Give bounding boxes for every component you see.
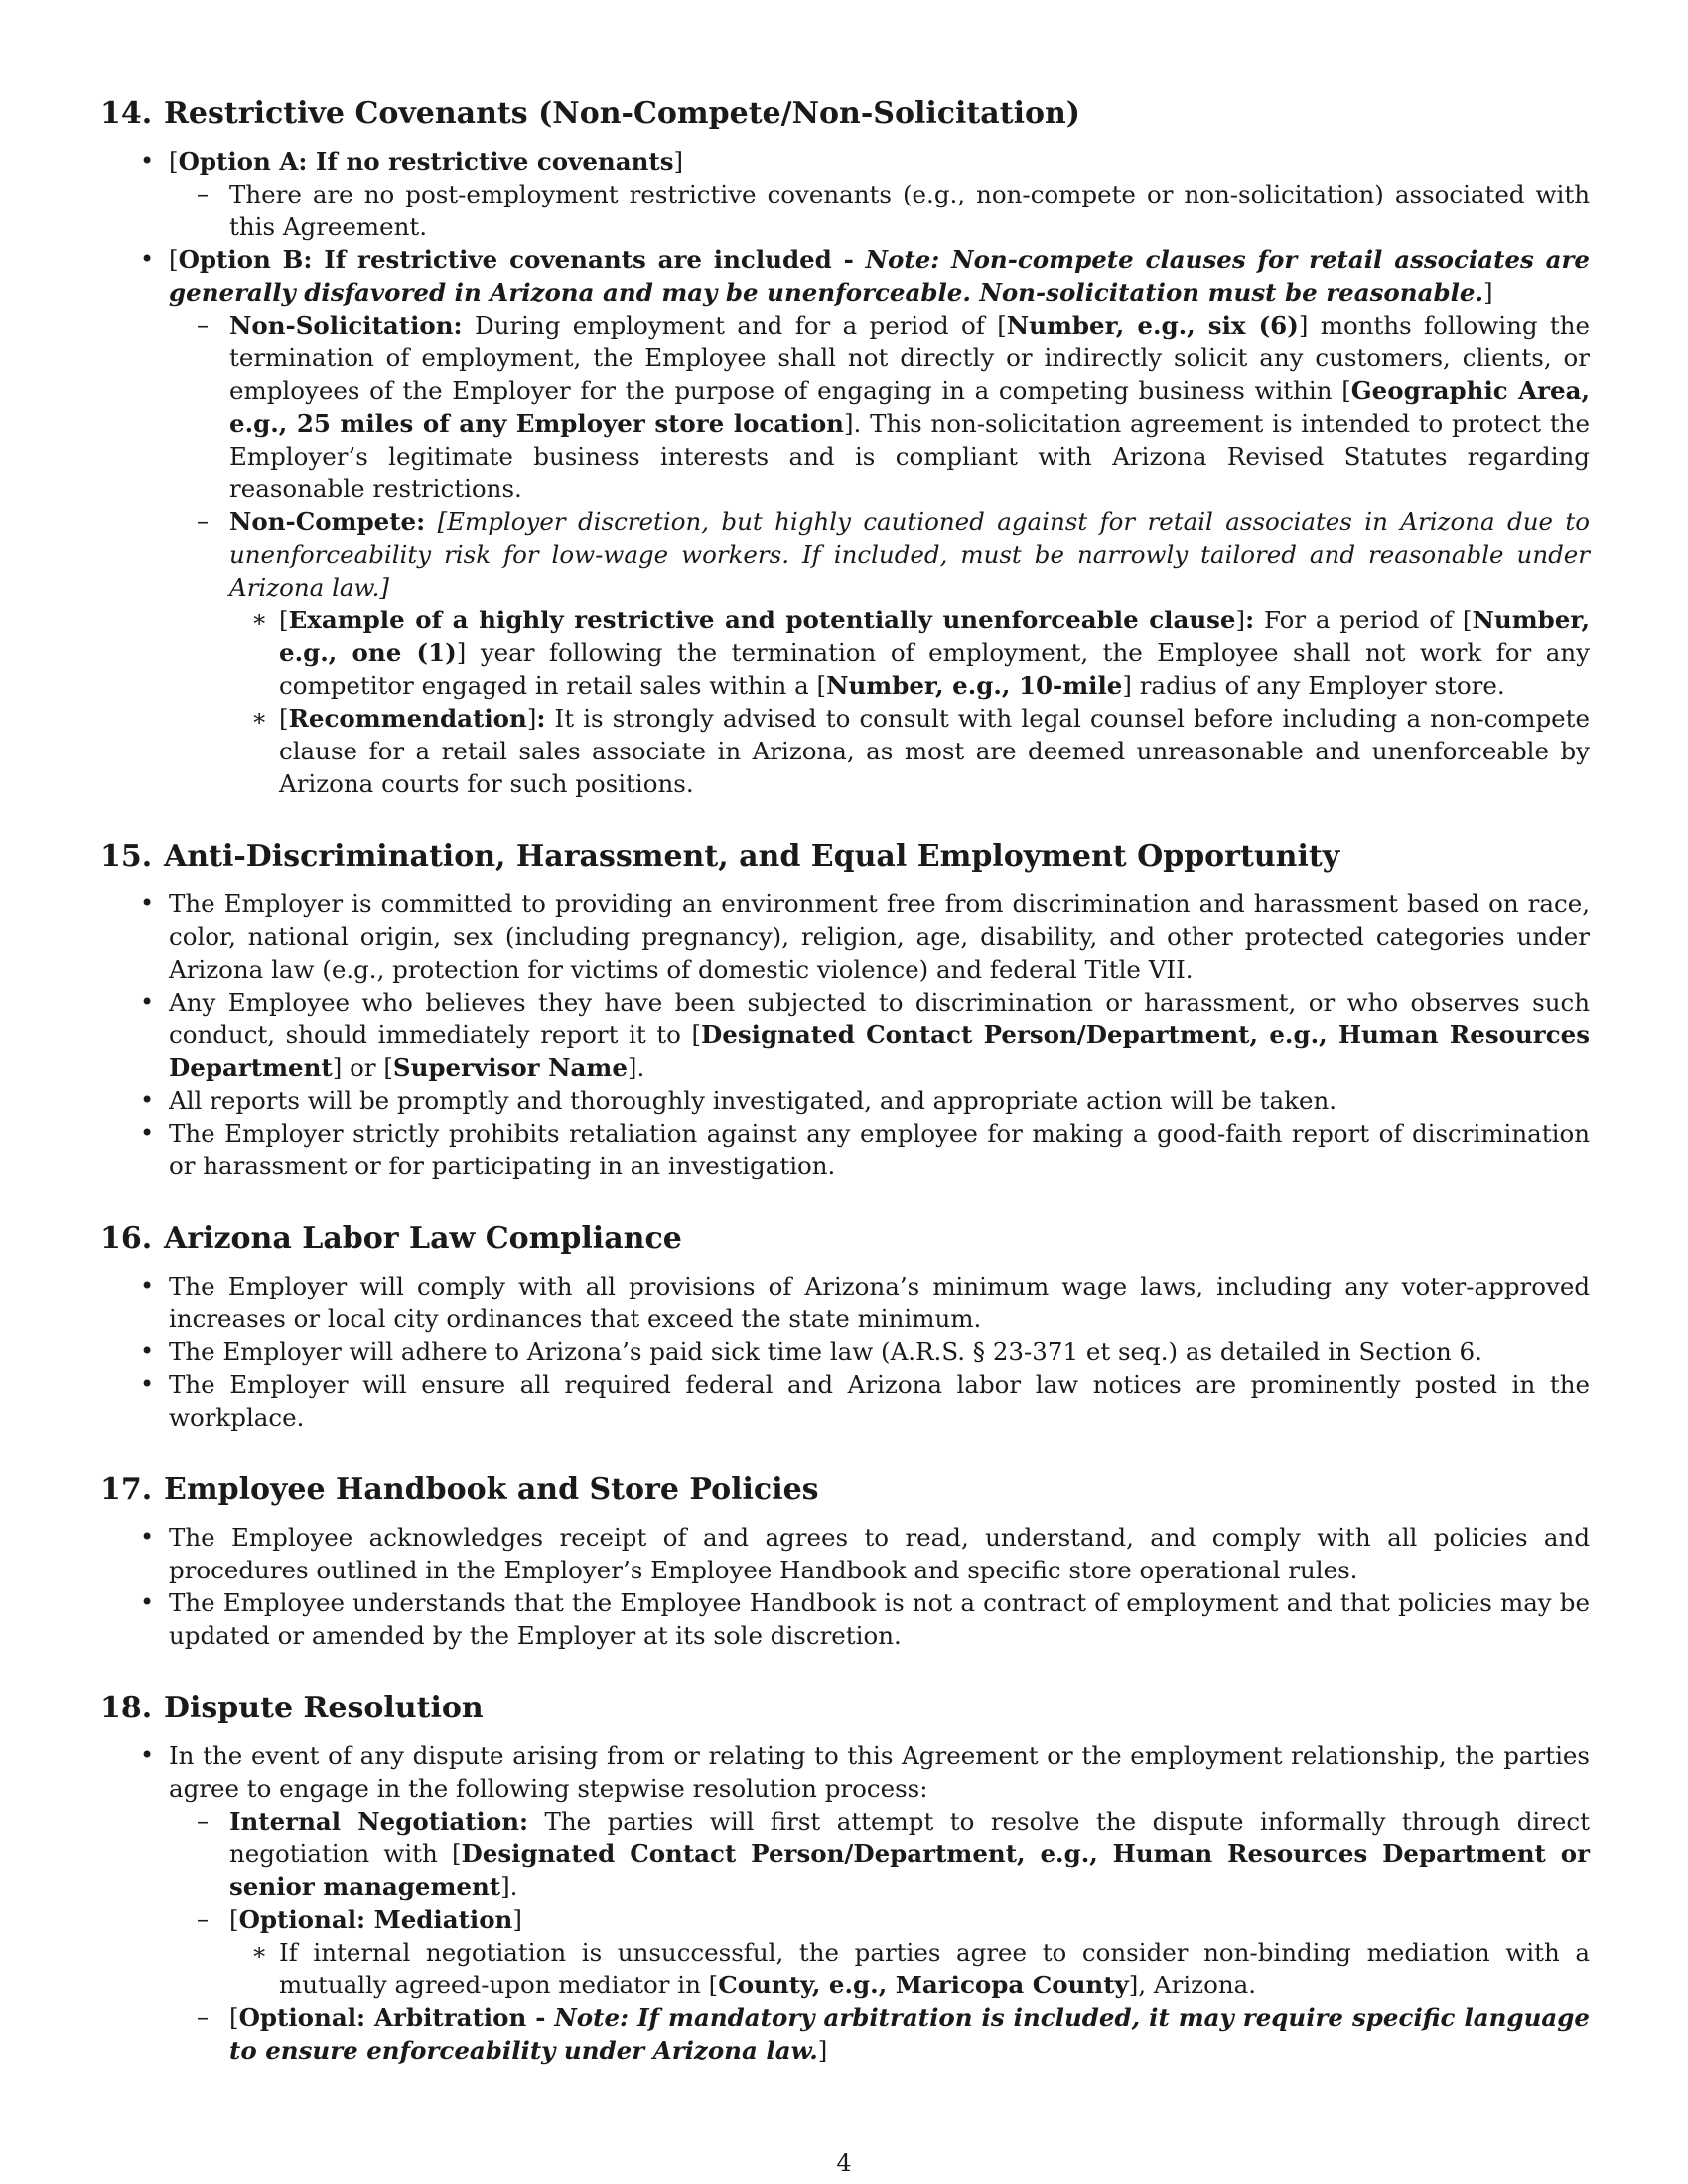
placeholder-supervisor: Supervisor Name bbox=[392, 1053, 628, 1082]
section-15-heading bbox=[100, 838, 1590, 876]
list-item: • The Employer strictly prohibits retaliation against any employee for making a good-faith report of discrimination or harassment or for participating in an investigation. bbox=[100, 1117, 1590, 1182]
placeholder-duration: Number, e.g., one (1) bbox=[279, 606, 1590, 667]
list-item: • The Employer is committed to providing an environment free from discrimination and harassment based on race, color, national origin, sex (including pregnancy), religion, age, disability, and other protected categories under Arizona law (e.g., protection for victims of domestic violence) and federal Title VII. bbox=[100, 887, 1590, 986]
mediation-text-item bbox=[229, 1936, 1590, 2001]
section-16 bbox=[100, 1220, 1590, 1433]
section-title: Restrictive Covenants (Non-Compete/Non-Solicitation) bbox=[164, 96, 1080, 131]
section-number: 14. bbox=[100, 96, 153, 131]
recommendation-item: ∗ [Recommendation]: It is strongly advised to consult with legal counsel before including a non-compete clause for a retail sales associate in Arizona, as most are deemed unreasonable and unenforceable by Arizona courts for such positions. bbox=[229, 702, 1590, 800]
mediation-label: Optional: Mediation bbox=[238, 1905, 513, 1934]
page-number: 4 bbox=[836, 2149, 852, 2177]
text-run: ]. This non-solicitation agreement is intended to protect the Employer’s legitimate business interests and is compliant with Arizona Revised Statutes regarding reasonable restrictions. bbox=[229, 409, 1590, 503]
list-item bbox=[100, 986, 1590, 1084]
option-a-text-content: There are no post-employment restrictive covenants (e.g., non-compete or non-solicitation) associated with this Agreement. bbox=[229, 180, 1590, 241]
text-run: It is strongly advised to consult with legal counsel before including a non-compete clause for a retail sales associate in Arizona, as most are deemed unreasonable and unenforceable by Arizona courts for such positions. bbox=[279, 704, 1590, 798]
placeholder-geographic-area: Geographic Area, e.g., 25 miles of any Employer store location bbox=[229, 376, 1590, 438]
list-item bbox=[100, 1739, 1590, 2067]
list-item: • All reports will be promptly and thoroughly investigated, and appropriate action will be taken. bbox=[100, 1084, 1590, 1117]
text-run: ] months following the termination of employment, the Employee shall not directly or indirectly solicit any customers, clients, or employees of the Employer for the purpose of engaging in a competing business within [ bbox=[229, 311, 1591, 405]
list-item: • The Employee understands that the Employee Handbook is not a contract of employment and that policies may be updated or amended by the Employer at its sole discretion. bbox=[100, 1586, 1590, 1652]
text-run: Any Employee who believes they have been subjected to discrimination or harassment, or who observes such conduct, should immediately report it to [ bbox=[169, 988, 1590, 1049]
text-run: In the event of any dispute arising from or relating to this Agreement or the employment relationship, the parties agree to engage in the following stepwise resolution process: bbox=[169, 1741, 1590, 1803]
section-number: 15. bbox=[100, 839, 153, 874]
example-clause-item: ∗ [Example of a highly restrictive and potentially unenforceable clause]: For a period of [Number, e.g., one (1)] year following the termination of employment, the Employee shall not work for any competitor engaged in retail sales within a [Number, e.g., 10-mile] radius of any Employer store. bbox=[229, 604, 1590, 702]
placeholder-radius: Number, e.g., 10-mile bbox=[826, 671, 1123, 700]
document-page bbox=[100, 95, 1590, 2105]
arbitration-label-text: Optional: Arbitration - bbox=[238, 2003, 555, 2032]
section-14-heading bbox=[100, 95, 1590, 133]
option-a-text bbox=[169, 178, 1590, 243]
text-run: ] year following the termination of employment, the Employee shall not work for any competitor engaged in retail sales within a [ bbox=[279, 638, 1590, 700]
example-clause-label: Example of a highly restrictive and potentially unenforceable clause bbox=[288, 606, 1236, 634]
section-number: 16. bbox=[100, 1221, 153, 1256]
option-b-label bbox=[169, 245, 1590, 307]
placeholder-duration: Number, e.g., six (6) bbox=[1006, 311, 1299, 340]
list-item: • The Employer will adhere to Arizona’s paid sick time law (A.R.S. § 23-371 et seq.) as detailed in Section 6. bbox=[100, 1335, 1590, 1368]
arbitration-item: – [Optional: Arbitration - Note: If mandatory arbitration is included, it may require specific language to ensure enforceability under Arizona law.] bbox=[169, 2001, 1590, 2067]
section-18 bbox=[100, 1690, 1590, 2067]
text-run: ]. bbox=[627, 1053, 645, 1082]
list-item: • The Employer will ensure all required federal and Arizona labor law notices are prominently posted in the workplace. bbox=[100, 1368, 1590, 1433]
section-number: 17. bbox=[100, 1472, 153, 1507]
recommendation-label: Recommendation bbox=[288, 704, 527, 733]
option-a-item: • [Option A: If no restrictive covenants] – There are no post-employment restrictive covenants (e.g., non-compete or non-solicitation) associated with this Agreement. bbox=[100, 145, 1590, 243]
text-run: For a period of [ bbox=[1254, 606, 1473, 634]
internal-negotiation-label: Internal Negotiation: bbox=[229, 1807, 529, 1836]
arbitration-note: Note: If mandatory arbitration is included, it may require specific language to ensure enforceability under Arizona law. bbox=[229, 2003, 1590, 2065]
text-run: If internal negotiation is unsuccessful, the parties agree to consider non-binding mediation with a mutually agreed-upon mediator in [ bbox=[279, 1938, 1590, 1999]
text-run: During employment and for a period of [ bbox=[462, 311, 1007, 340]
section-number: 18. bbox=[100, 1691, 153, 1725]
list-item: • The Employee acknowledges receipt of and agrees to read, understand, and comply with all policies and procedures outlined in the Employer’s Employee Handbook and specific store operational rules. bbox=[100, 1521, 1590, 1586]
placeholder-contact: Designated Contact Person/Department, e.g., Human Resources Department bbox=[169, 1021, 1590, 1082]
non-solicitation-item bbox=[169, 309, 1590, 505]
placeholder-county: County, e.g., Maricopa County bbox=[718, 1971, 1129, 1999]
non-compete-item bbox=[169, 505, 1590, 800]
text-run: ]. bbox=[500, 1872, 518, 1901]
section-title: Employee Handbook and Store Policies bbox=[164, 1472, 819, 1507]
section-17-heading bbox=[100, 1471, 1590, 1509]
section-title: Dispute Resolution bbox=[164, 1691, 484, 1725]
arbitration-label bbox=[229, 2003, 1590, 2065]
section-18-heading bbox=[100, 1690, 1590, 1727]
section-16-heading bbox=[100, 1220, 1590, 1258]
option-b-item: • [Option B: If restrictive covenants are included - Note: Non-compete clauses for retail associates are generally disfavored in Arizona and may be unenforceable. Non-solicitation must be reasonable.] – Non-Solicitation: During employment and for a period of [Number, e.g., six (6)] months following the termination of employment, the Employee shall not directly or indirectly solicit any customers, clients, or employees of the Employer for the purpose of engaging in a competing business within [Geographic Area, e.g., 25 miles of any Employer store location]. This non-solicitation agreement is intended to protect the Employer’s legitimate business interests and is compliant with Arizona Revised Statutes regarding reasonable restrictions. – Non-Compete: [Employer discretion, but highly cautioned against for retail associates in Arizona due to unenforceability risk for low-wage workers. If included, must be narrowly tailored and reasonable under Arizona law.] ∗ [Example of a highly restrictive and potentially unenforceable clause]: For a period of [Number, e.g., one (1)] year following the termination of employment, the Employee shall not work for any competitor engaged in retail sales within a [Number, e.g., 10-mile] radius of any Employer store. ∗ [Recommendation]: It is strongly advised to consult with legal counsel before including a non-compete clause for a retail sales associate in Arizona, as most are deemed unreasonable and unenforceable by Arizona courts for such positions. bbox=[100, 243, 1590, 800]
option-b-label-text: Option B: If restrictive covenants are included - bbox=[178, 245, 866, 274]
text-run: ] or [ bbox=[332, 1053, 393, 1082]
mediation-item: – [Optional: Mediation] ∗ If internal negotiation is unsuccessful, the parties agree to consider non-binding mediation with a mutually agreed-upon mediator in [County, e.g., Maricopa County], Arizona. bbox=[169, 1903, 1590, 2001]
non-compete-label: Non-Compete: bbox=[229, 507, 426, 536]
section-title: Arizona Labor Law Compliance bbox=[164, 1221, 682, 1256]
option-b-note: Note: Non-compete clauses for retail associates are generally disfavored in Arizona and may be unenforceable. Non-solicitation must be reasonable. bbox=[169, 245, 1591, 307]
list-item: • The Employer will comply with all provisions of Arizona’s minimum wage laws, including any voter-approved increases or local city ordinances that exceed the state minimum. bbox=[100, 1270, 1590, 1335]
internal-negotiation-item bbox=[169, 1805, 1590, 1903]
option-a-label: Option A: If no restrictive covenants bbox=[178, 147, 674, 176]
section-14 bbox=[100, 95, 1590, 800]
section-17 bbox=[100, 1471, 1590, 1652]
text-run: The parties will first attempt to resolve the dispute informally through direct negotiation with [ bbox=[229, 1807, 1590, 1868]
text-run: ] radius of any Employer store. bbox=[1122, 671, 1505, 700]
non-compete-note: [Employer discretion, but highly cautioned against for retail associates in Arizona due to unenforceability risk for low-wage workers. If included, must be narrowly tailored and reasonable under Arizona law.] bbox=[229, 507, 1590, 602]
section-15 bbox=[100, 838, 1590, 1182]
placeholder-contact: Designated Contact Person/Department, e.g., Human Resources Department or senior management bbox=[229, 1840, 1590, 1901]
text-run: ], Arizona. bbox=[1128, 1971, 1257, 1999]
section-title: Anti-Discrimination, Harassment, and Equal Employment Opportunity bbox=[164, 839, 1340, 874]
non-solicitation-label: Non-Solicitation: bbox=[229, 311, 463, 340]
